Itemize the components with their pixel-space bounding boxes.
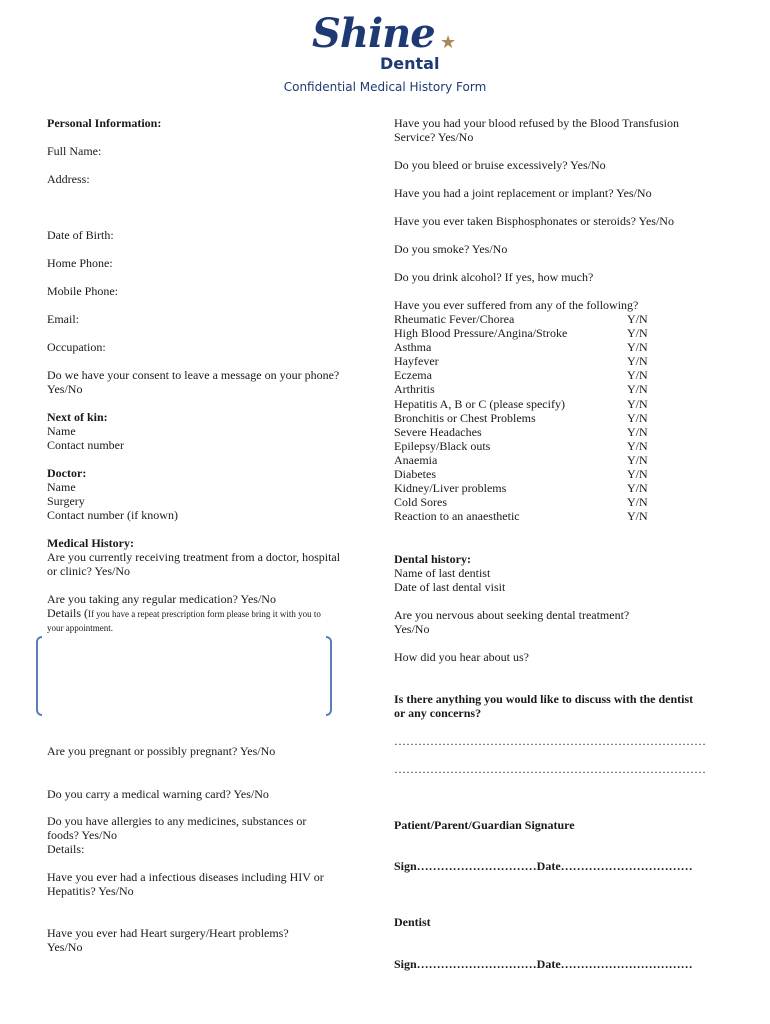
kin-name-label: Name — [47, 424, 76, 438]
condition-name: Bronchitis or Chest Problems — [394, 411, 536, 425]
shine-dental-logo — [300, 10, 470, 76]
heart-question-line2: Yes/No — [47, 940, 83, 954]
condition-yes-no: Y/N — [627, 453, 648, 467]
condition-yes-no: Y/N — [627, 495, 648, 509]
doctor-heading: Doctor: — [47, 466, 87, 480]
condition-row — [394, 340, 648, 354]
details-note: If you have a repeat prescription form please bring it with you to — [88, 609, 321, 619]
logo-wordmark: Shine — [312, 10, 435, 57]
medical-history-heading: Medical History: — [47, 536, 134, 550]
hear-about-us-question: How did you hear about us? — [394, 650, 529, 664]
bisphosphonates-question: Have you ever taken Bisphosphonates or steroids? Yes/No — [394, 214, 674, 228]
condition-row — [394, 382, 648, 396]
condition-row — [394, 397, 648, 411]
joint-question: Have you had a joint replacement or implant? Yes/No — [394, 186, 652, 200]
allergy-question-line2: foods? Yes/No — [47, 828, 118, 842]
dentist-heading: Dentist — [394, 915, 431, 929]
condition-name: Cold Sores — [394, 495, 448, 509]
condition-row — [394, 425, 648, 439]
smoke-question: Do you smoke? Yes/No — [394, 242, 508, 256]
infectious-question-line2: Hepatitis? Yes/No — [47, 884, 134, 898]
condition-name: Kidney/Liver problems — [394, 481, 507, 495]
next-of-kin-heading: Next of kin: — [47, 410, 108, 424]
condition-row — [394, 312, 648, 326]
condition-name: Anaemia — [394, 453, 438, 467]
condition-name: Arthritis — [394, 382, 435, 396]
blood-question-line1: Have you had your blood refused by the Blood Transfusion — [394, 116, 679, 130]
condition-row — [394, 453, 648, 467]
form-title: Confidential Medical History Form — [283, 80, 487, 94]
condition-name: High Blood Pressure/Angina/Stroke — [394, 326, 568, 340]
bleed-question: Do you bleed or bruise excessively? Yes/No — [394, 158, 606, 172]
condition-yes-no: Y/N — [627, 340, 648, 354]
condition-row — [394, 411, 648, 425]
allergy-question-line1: Do you have allergies to any medicines, substances or — [47, 814, 307, 828]
patient-sign-date-line: Sign…………………………Date…………………………… — [394, 859, 693, 873]
condition-yes-no: Y/N — [627, 467, 648, 481]
last-visit-label: Date of last dental visit — [394, 580, 506, 594]
last-dentist-label: Name of last dentist — [394, 566, 491, 580]
medication-question: Are you taking any regular medication? Yes/No — [47, 592, 276, 606]
email-label: Email: — [47, 312, 79, 326]
discuss-question-line1: Is there anything you would like to discuss with the dentist — [394, 692, 694, 706]
star-icon: ★ — [440, 32, 457, 52]
condition-yes-no: Y/N — [627, 312, 648, 326]
condition-row — [394, 326, 648, 340]
logo-subtitle: Dental — [380, 54, 440, 73]
details-note-line2: your appointment. — [47, 623, 113, 633]
signature-heading: Patient/Parent/Guardian Signature — [394, 818, 575, 832]
pregnant-question: Are you pregnant or possibly pregnant? Yes/No — [47, 744, 276, 758]
concerns-dotted-line-1: …………………………………………………………………… — [394, 734, 706, 748]
condition-row — [394, 481, 648, 495]
condition-yes-no: Y/N — [627, 481, 648, 495]
home-phone-label: Home Phone: — [47, 256, 113, 270]
condition-name: Epilepsy/Black outs — [394, 439, 491, 453]
condition-yes-no: Y/N — [627, 411, 648, 425]
condition-row — [394, 467, 648, 481]
condition-yes-no: Y/N — [627, 397, 648, 411]
details-box-right-bracket — [326, 636, 332, 716]
condition-yes-no: Y/N — [627, 382, 648, 396]
treatment-question-line1: Are you currently receiving treatment from a doctor, hospital — [47, 550, 341, 564]
consent-question: Do we have your consent to leave a message on your phone? — [47, 368, 340, 382]
condition-row — [394, 509, 648, 523]
details-box-left-bracket — [36, 636, 42, 716]
condition-name: Reaction to an anaesthetic — [394, 509, 520, 523]
address-label: Address: — [47, 172, 90, 186]
condition-yes-no: Y/N — [627, 326, 648, 340]
condition-name: Eczema — [394, 368, 432, 382]
condition-name: Diabetes — [394, 467, 436, 481]
condition-name: Severe Headaches — [394, 425, 482, 439]
condition-row — [394, 495, 648, 509]
condition-yes-no: Y/N — [627, 425, 648, 439]
nervous-question: Are you nervous about seeking dental treatment? — [394, 608, 630, 622]
condition-yes-no: Y/N — [627, 439, 648, 453]
discuss-question-line2: or any concerns? — [394, 706, 482, 720]
allergy-details-label: Details: — [47, 842, 85, 856]
dentist-sign-date-line: Sign…………………………Date…………………………… — [394, 957, 693, 971]
details-prefix: Details ( — [47, 606, 88, 620]
condition-name: Rheumatic Fever/Chorea — [394, 312, 515, 326]
medication-details — [47, 606, 321, 621]
condition-row — [394, 439, 648, 453]
doctor-contact-label: Contact number (if known) — [47, 508, 178, 522]
treatment-question-line2: or clinic? Yes/No — [47, 564, 130, 578]
mobile-phone-label: Mobile Phone: — [47, 284, 118, 298]
dob-label: Date of Birth: — [47, 228, 114, 242]
dental-history-heading: Dental history: — [394, 552, 471, 566]
condition-name: Hepatitis A, B or C (please specify) — [394, 397, 565, 411]
heart-question-line1: Have you ever had Heart surgery/Heart problems? — [47, 926, 289, 940]
concerns-dotted-line-2: …………………………………………………………………… — [394, 762, 706, 776]
nervous-yes-no: Yes/No — [394, 622, 430, 636]
personal-heading: Personal Information: — [47, 116, 162, 130]
condition-yes-no: Y/N — [627, 354, 648, 368]
warning-card-question: Do you carry a medical warning card? Yes/No — [47, 787, 269, 801]
condition-name: Asthma — [394, 340, 432, 354]
condition-yes-no: Y/N — [627, 368, 648, 382]
condition-row — [394, 354, 648, 368]
alcohol-question: Do you drink alcohol? If yes, how much? — [394, 270, 594, 284]
condition-yes-no: Y/N — [627, 509, 648, 523]
condition-row — [394, 368, 648, 382]
infectious-question-line1: Have you ever had a infectious diseases including HIV or — [47, 870, 324, 884]
consent-yes-no: Yes/No — [47, 382, 83, 396]
conditions-heading: Have you ever suffered from any of the following? — [394, 298, 639, 312]
occupation-label: Occupation: — [47, 340, 106, 354]
doctor-name-label: Name — [47, 480, 76, 494]
full-name-label: Full Name: — [47, 144, 102, 158]
blood-question-line2: Service? Yes/No — [394, 130, 474, 144]
doctor-surgery-label: Surgery — [47, 494, 85, 508]
condition-name: Hayfever — [394, 354, 439, 368]
kin-contact-label: Contact number — [47, 438, 124, 452]
